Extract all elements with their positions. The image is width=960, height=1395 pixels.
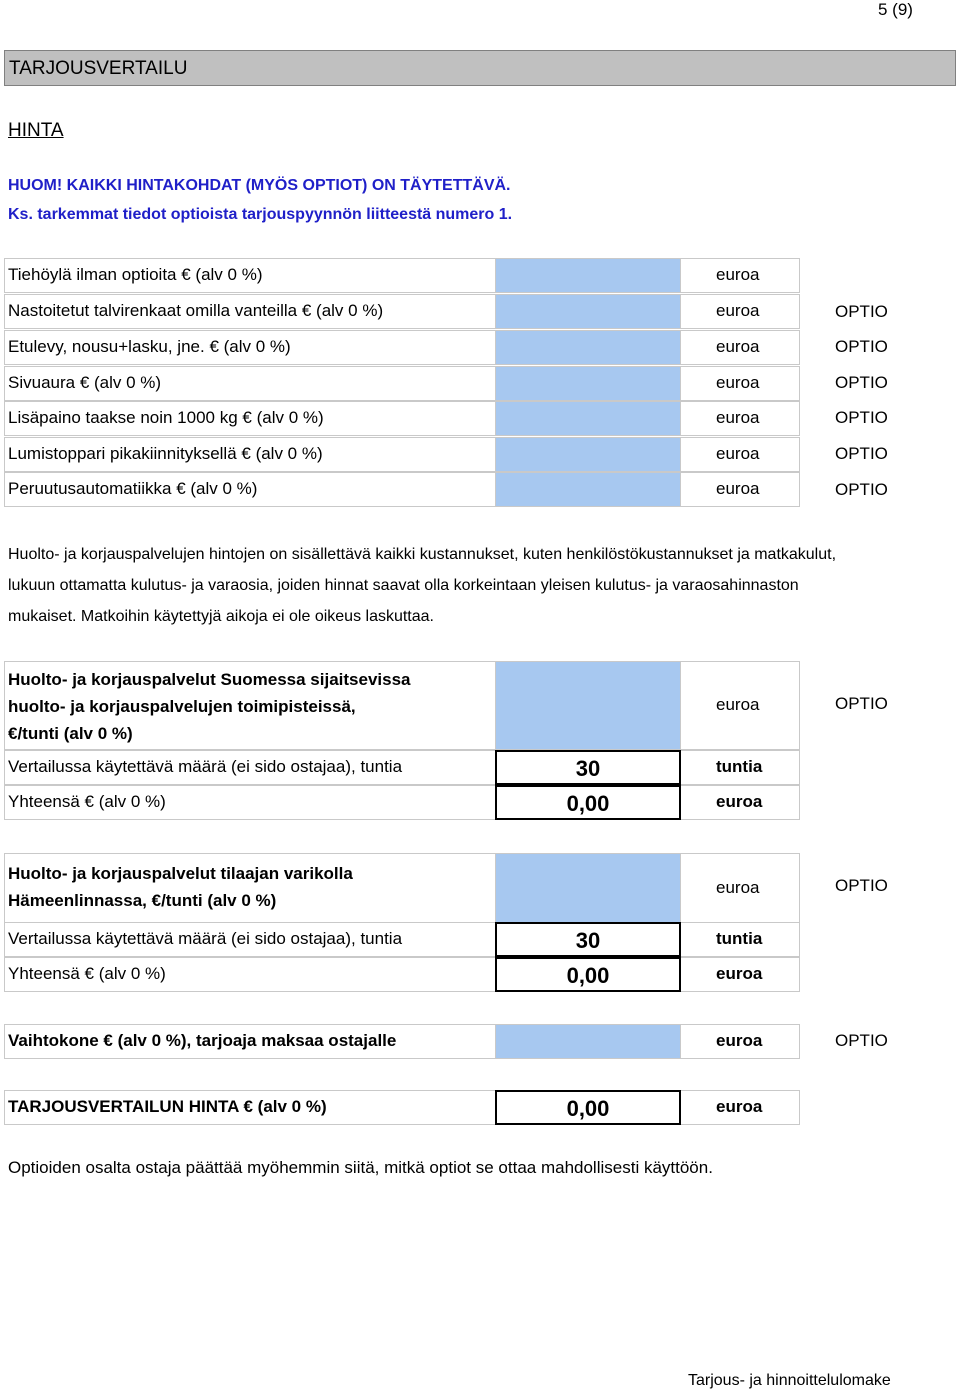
total-row <box>4 957 800 992</box>
total-unit: euroa <box>716 964 763 983</box>
optio-label: OPTIO <box>835 480 888 499</box>
block-label-line-1: Huolto- ja korjauspalvelut tilaajan varikolla <box>8 864 353 883</box>
price-input-cell[interactable] <box>495 401 681 436</box>
optio-label: OPTIO <box>835 1031 888 1050</box>
row-label: Lisäpaino taakse noin 1000 kg € (alv 0 %) <box>8 408 324 427</box>
price-input-cell[interactable] <box>495 472 681 507</box>
service-paragraph-line-2: lukuun ottamatta kulutus- ja varaosia, joiden hinnat saavat olla korkeintaan yleisen kulutus- ja varaosahinnaston <box>8 577 799 594</box>
service-depot-block <box>4 853 800 923</box>
page-number: 5 (9) <box>878 0 913 19</box>
price-input-cell[interactable] <box>495 366 681 401</box>
block-label-line-2: huolto- ja korjauspalvelujen toimipisteissä, <box>8 697 356 716</box>
price-input-cell[interactable] <box>495 437 681 472</box>
block-label-line-1: Huolto- ja korjauspalvelut Suomessa sijaitsevissa <box>8 670 411 689</box>
row-label: Sivuaura € (alv 0 %) <box>8 373 162 392</box>
row-unit: euroa <box>716 373 760 392</box>
hours-row <box>4 922 800 957</box>
row-label: Lumistoppari pikakiinnityksellä € (alv 0 %) <box>8 444 323 463</box>
hours-unit: tuntia <box>716 757 763 776</box>
total-value: 0,00 <box>495 785 681 820</box>
footer-text: Tarjous- ja hinnoittelulomake <box>688 1372 891 1389</box>
service-paragraph-line-1: Huolto- ja korjauspalvelujen hintojen on sisällettävä kaikki kustannukset, kuten henkilöstökustannukset ja matkakulut, <box>8 546 837 563</box>
hours-value: 30 <box>495 922 681 957</box>
notice-line-2: Ks. tarkemmat tiedot optioista tarjouspyynnön liitteestä numero 1. <box>8 206 513 223</box>
optio-label: OPTIO <box>835 444 888 463</box>
block-label-line-2: Hämeenlinnassa, €/tunti (alv 0 %) <box>8 891 277 910</box>
price-input-cell[interactable] <box>495 258 681 293</box>
notice-line-1: HUOM! KAIKKI HINTAKOHDAT (MYÖS OPTIOT) ON TÄYTETTÄVÄ. <box>8 177 511 194</box>
row-unit: euroa <box>716 479 760 498</box>
row-label: Etulevy, nousu+lasku, jne. € (alv 0 %) <box>8 337 291 356</box>
row-label: Nastoitetut talvirenkaat omilla vanteilla € (alv 0 %) <box>8 301 384 320</box>
hours-unit: tuntia <box>716 929 763 948</box>
total-label: Yhteensä € (alv 0 %) <box>8 792 166 811</box>
trade-in-row <box>4 1024 800 1059</box>
block-label-line-3: €/tunti (alv 0 %) <box>8 724 133 743</box>
grand-total-label: TARJOUSVERTAILUN HINTA € (alv 0 %) <box>8 1097 327 1116</box>
price-input-cell[interactable] <box>495 294 681 329</box>
total-row <box>4 785 800 820</box>
grand-total-value: 0,00 <box>495 1090 681 1125</box>
optio-label: OPTIO <box>835 876 888 895</box>
hours-label: Vertailussa käytettävä määrä (ei sido ostajaa), tuntia <box>8 929 403 948</box>
optio-label: OPTIO <box>835 694 888 713</box>
optio-label: OPTIO <box>835 408 888 427</box>
service-finland-block <box>4 661 800 750</box>
hours-row <box>4 750 800 785</box>
closing-note: Optioiden osalta ostaja päättää myöhemmin siitä, mitkä optiot se ottaa mahdollisesti käyttöön. <box>8 1158 713 1177</box>
price-row-side-plough <box>4 366 800 401</box>
block-unit: euroa <box>716 695 760 714</box>
hourly-price-input-cell[interactable] <box>495 661 681 750</box>
page-title: TARJOUSVERTAILU <box>9 58 188 79</box>
price-row-reverse-automation <box>4 472 800 507</box>
price-row-base-machine <box>4 258 800 293</box>
grand-total-row <box>4 1090 800 1125</box>
row-label: Tiehöylä ilman optioita € (alv 0 %) <box>8 265 263 284</box>
price-row-winter-tyres <box>4 294 800 329</box>
hours-label: Vertailussa käytettävä määrä (ei sido ostajaa), tuntia <box>8 757 403 776</box>
row-unit: euroa <box>716 337 760 356</box>
row-unit: euroa <box>716 408 760 427</box>
total-unit: euroa <box>716 792 763 811</box>
trade-in-unit: euroa <box>716 1031 763 1050</box>
row-label: Peruutusautomatiikka € (alv 0 %) <box>8 479 258 498</box>
trade-in-input-cell[interactable] <box>495 1024 681 1059</box>
row-unit: euroa <box>716 301 760 320</box>
row-unit: euroa <box>716 265 760 284</box>
optio-label: OPTIO <box>835 373 888 392</box>
grand-total-unit: euroa <box>716 1097 763 1116</box>
price-row-front-blade <box>4 330 800 365</box>
total-label: Yhteensä € (alv 0 %) <box>8 964 166 983</box>
total-value: 0,00 <box>495 957 681 992</box>
hours-value: 30 <box>495 750 681 785</box>
title-bar <box>4 50 956 86</box>
row-unit: euroa <box>716 444 760 463</box>
service-paragraph-line-3: mukaiset. Matkoihin käytettyjä aikoja ei ole oikeus laskuttaa. <box>8 608 434 625</box>
price-row-snow-stopper <box>4 437 800 472</box>
hourly-price-input-cell[interactable] <box>495 853 681 923</box>
price-row-rear-weight <box>4 401 800 436</box>
block-unit: euroa <box>716 878 760 897</box>
optio-label: OPTIO <box>835 302 888 321</box>
section-heading: HINTA <box>8 120 64 141</box>
price-input-cell[interactable] <box>495 330 681 365</box>
trade-in-label: Vaihtokone € (alv 0 %), tarjoaja maksaa ostajalle <box>8 1031 397 1050</box>
optio-label: OPTIO <box>835 337 888 356</box>
